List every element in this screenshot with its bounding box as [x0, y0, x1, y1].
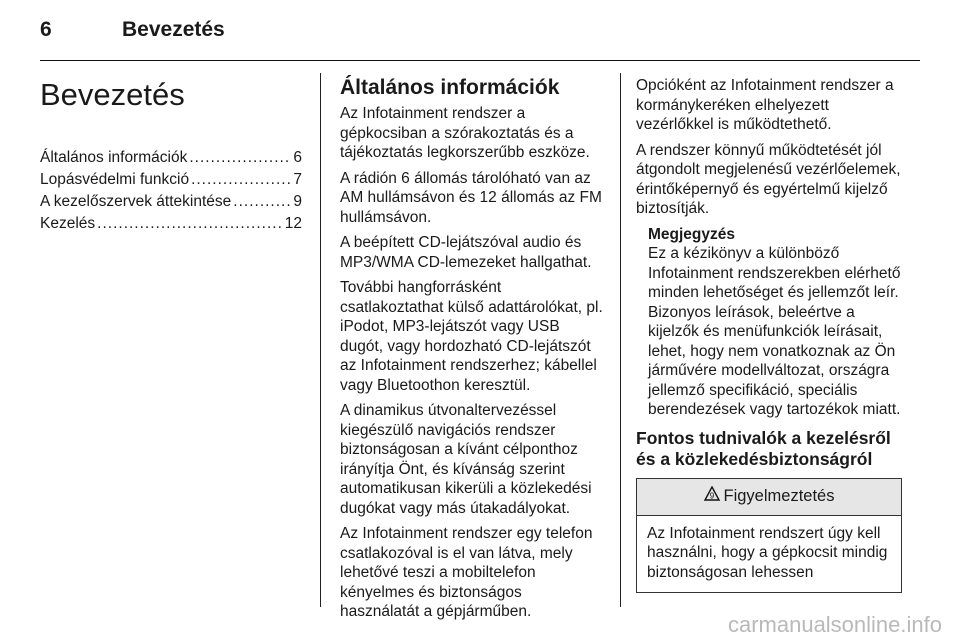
paragraph: Opcióként az Infotainment rendszer a kormánykeréken elhelyezett vezérlőkkel is működtethető. — [636, 77, 894, 133]
section-heading: Általános információk — [340, 76, 560, 99]
toc-entry[interactable] — [40, 147, 302, 169]
toc-leader — [97, 213, 283, 235]
header-rule — [40, 60, 920, 61]
column-divider — [620, 73, 621, 607]
page-number: 6 — [40, 18, 52, 41]
toc-label: A kezelőszervek áttekintése — [40, 193, 232, 210]
watermark: carmanualsonline.info — [727, 612, 942, 637]
note-title: Megjegyzés — [648, 225, 736, 243]
toc-label: Kezelés — [40, 215, 96, 232]
toc-page: 6 — [293, 149, 302, 166]
table-of-contents — [40, 147, 302, 235]
running-title: Bevezetés — [122, 18, 225, 41]
paragraph: További hangforrásként csatlakoztathat külső adattárolókat, pl. iPodot, MP3-lejátszót vagy USB dugót, vagy hordozható CD-lejátszót az Infotainment rendszerhez; kábellel vagy Bluetoothon keresztül. — [340, 279, 603, 394]
subsection-heading: Fontos tudnivalók a kezelésről és a közlekedésbiztonságról — [636, 427, 891, 469]
note-box — [648, 225, 902, 420]
note-text: Ez a kézikönyv a különböző Infotainment rendszerekben elérhető minden lehetőséget és jellemzőt leír. Bizonyos leírások, beleértve a kijelzők és menüfunkciók leírásait, lehet, hogy nem vonatkoznak az Ön járművére modellváltozat, országra jellemző specifikáció, speciális berendezések vagy tartozékok miatt. — [648, 245, 901, 418]
toc-entry[interactable] — [40, 213, 302, 235]
svg-text:9: 9 — [709, 491, 714, 501]
right-column — [636, 76, 902, 593]
paragraph: A dinamikus útvonaltervezéssel kiegészülő navigációs rendszer biztonságosan a kívánt célponthoz irányítja Önt, és kívánság szerint automatikusan kikerüli a közlekedési dugókat vagy más útakadályokat. — [340, 402, 592, 517]
paragraph: A rendszer könnyű működtetését jól átgondolt megjelenésű vezérlőelemek, érintőképernyő és egyértelmű kijelző biztosítják. — [636, 141, 901, 217]
warning-title: Figyelmeztetés — [723, 486, 835, 505]
paragraph: Az Infotainment rendszer a gépkocsiban a szórakoztatás és a tájékoztatás legkorszerűbb eszköze. — [340, 105, 590, 161]
warning-text: Az Infotainment rendszert úgy kell használni, hogy a gépkocsit mindig biztonságosan lehessen — [647, 524, 888, 581]
warning-header — [637, 479, 901, 516]
toc-page: 7 — [293, 171, 302, 188]
toc-leader — [233, 191, 291, 213]
left-column — [40, 76, 302, 235]
toc-leader — [191, 169, 291, 191]
paragraph: Az Infotainment rendszer egy telefon csatlakozóval is el van látva, mely lehetővé teszi a mobiltelefon kényelmes és biztonságos használatát a gépjárműben. — [340, 525, 593, 620]
middle-column — [340, 76, 604, 628]
section-title: Bevezetés — [40, 77, 185, 112]
toc-page: 12 — [284, 215, 302, 232]
toc-entry[interactable] — [40, 191, 302, 213]
toc-page: 9 — [293, 193, 302, 210]
toc-label: Általános információk — [40, 149, 188, 166]
paragraph: A rádión 6 állomás tárolóható van az AM hullámsávon és 12 állomás az FM hullámsávon. — [340, 169, 602, 226]
toc-label: Lopásvédelmi funkció — [40, 171, 190, 188]
paragraph: A beépített CD-lejátszóval audio és MP3/WMA CD-lemezeket hallgathat. — [340, 234, 592, 271]
toc-entry[interactable] — [40, 169, 302, 191]
column-divider — [320, 73, 321, 607]
warning-triangle-icon — [704, 486, 720, 507]
toc-leader — [189, 147, 291, 169]
warning-box — [636, 478, 902, 593]
